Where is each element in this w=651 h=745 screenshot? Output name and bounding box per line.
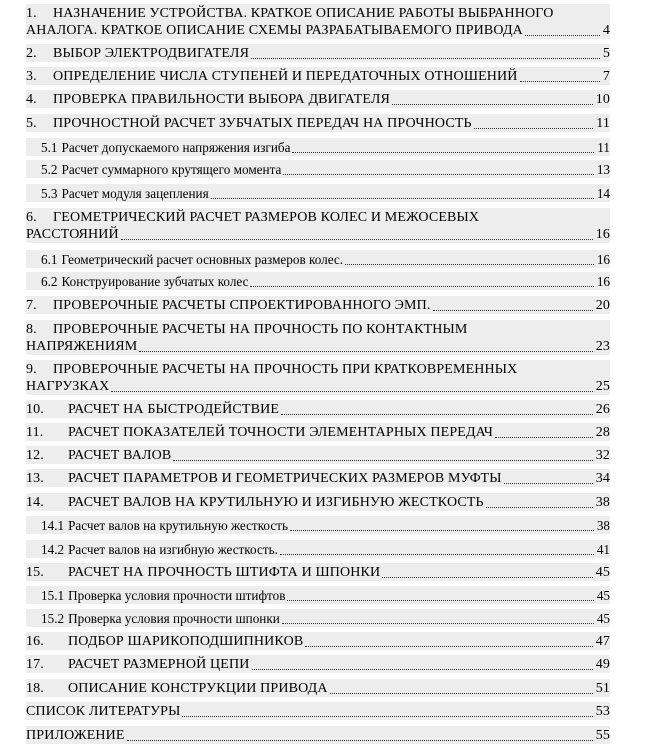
- toc-entry-number: 7.: [26, 298, 37, 313]
- toc-entry-title: РАСЧЕТ НА БЫСТРОДЕЙСТВИЕ: [68, 402, 280, 417]
- toc-entry-title: ВЫБОР ЭЛЕКТРОДВИГАТЕЛЯ: [53, 46, 250, 61]
- dot-leader: [495, 436, 593, 438]
- toc-entry-title: ПРОВЕРОЧНЫЕ РАСЧЕТЫ СПРОЕКТИРОВАННОГО ЭМП.: [53, 298, 431, 313]
- toc-entry-title: НАПРЯЖЕНИЯМ: [26, 339, 138, 354]
- toc-entry[interactable]: [26, 67, 610, 85]
- dot-leader: [127, 739, 593, 741]
- toc-entry-title: АНАЛОГА. КРАТКОЕ ОПИСАНИЕ СХЕМЫ РАЗРАБАТЫВАЕМОГО ПРИВОДА: [26, 23, 523, 38]
- toc-entry-title: Расчет валов на изгибную жесткость.: [68, 542, 278, 557]
- toc-page-number: 14: [596, 186, 610, 201]
- toc-entry[interactable]: [26, 44, 610, 62]
- toc-page-number: 23: [595, 339, 610, 354]
- toc-entry-number: 3.: [26, 69, 37, 84]
- toc-entry[interactable]: [26, 4, 610, 39]
- toc-entry-number: 15.1: [41, 588, 65, 603]
- toc-page-number: 38: [595, 495, 610, 510]
- toc-entry[interactable]: [26, 114, 610, 132]
- toc-page-number: 34: [595, 471, 610, 486]
- toc-entry-title: ПРОВЕРКА ПРАВИЛЬНОСТИ ВЫБОРА ДВИГАТЕЛЯ: [53, 92, 390, 107]
- toc-entry-number: 1.: [26, 6, 37, 21]
- toc-entry[interactable]: [26, 90, 610, 108]
- toc-entry-title: ПРОЧНОСТНОЙ РАСЧЕТ ЗУБЧАТЫХ ПЕРЕДАЧ НА ПРОЧНОСТЬ: [53, 116, 472, 131]
- toc-entry-number: 14.: [26, 495, 44, 510]
- toc-entry[interactable]: [26, 400, 610, 418]
- toc-entry-title: НАГРУЗКАХ: [26, 379, 110, 394]
- dot-leader: [280, 553, 594, 555]
- dot-leader: [292, 151, 594, 153]
- toc-page-number: 16: [596, 252, 610, 267]
- toc-entry-number: 14.2: [41, 542, 65, 557]
- toc-entry-title: РАСЧЕТ ПАРАМЕТРОВ И ГЕОМЕТРИЧЕСКИХ РАЗМЕРОВ МУФТЫ: [68, 471, 502, 486]
- toc-entry-number: 10.: [26, 402, 44, 417]
- toc-entry-title: РАСЧЕТ НА ПРОЧНОСТЬ ШТИФТА И ШПОНКИ: [68, 565, 381, 580]
- toc-entry[interactable]: [26, 446, 610, 464]
- toc-page-number: 4: [602, 23, 610, 38]
- toc-entry[interactable]: [26, 208, 610, 243]
- dot-leader: [486, 506, 593, 508]
- toc-entry-number: 12.: [26, 448, 44, 463]
- dot-leader: [345, 263, 594, 265]
- toc-entry-number: 6.2: [41, 274, 58, 289]
- dot-leader: [251, 57, 600, 59]
- toc-entry-number: 18.: [26, 681, 44, 696]
- toc-page-number: 38: [596, 518, 610, 533]
- toc-entry-title: ПОДБОР ШАРИКОПОДШИПНИКОВ: [68, 634, 304, 649]
- dot-leader: [330, 692, 593, 694]
- toc-page-number: 5: [602, 46, 610, 61]
- toc-entry-title: Расчет допускаемого напряжения изгиба: [61, 140, 291, 155]
- toc-entry-number: 4.: [26, 92, 37, 107]
- toc-entry[interactable]: [26, 138, 610, 156]
- toc-page-number: 45: [595, 565, 610, 580]
- toc-page-number: 45: [596, 611, 610, 626]
- toc-entry[interactable]: [26, 250, 610, 268]
- toc-entry[interactable]: [26, 609, 610, 627]
- toc-entry-title: РАСЧЕТ РАЗМЕРНОЙ ЦЕПИ: [68, 657, 250, 672]
- toc-entry-number: 6.1: [41, 252, 58, 267]
- toc-entry[interactable]: [26, 360, 610, 395]
- toc-entry[interactable]: [26, 655, 610, 673]
- toc-entry[interactable]: [26, 493, 610, 511]
- toc-page-number: 47: [595, 634, 610, 649]
- toc-entry[interactable]: [26, 184, 610, 202]
- toc-entry-title: РАСЧЕТ ВАЛОВ: [68, 448, 172, 463]
- toc-entry-title: ОПИСАНИЕ КОНСТРУКЦИИ ПРИВОДА: [68, 681, 328, 696]
- toc-page-number: 16: [596, 274, 610, 289]
- toc-page-number: 51: [595, 681, 610, 696]
- toc-page-number: 45: [596, 588, 610, 603]
- toc-entry-title: Расчет модуля зацепления: [61, 186, 209, 201]
- toc-entry-number: 5.1: [41, 140, 58, 155]
- toc-entry-number: 13.: [26, 471, 44, 486]
- toc-entry-number: 5.2: [41, 162, 58, 177]
- toc-entry-title: ПРИЛОЖЕНИЕ: [26, 728, 125, 743]
- dot-leader: [250, 285, 593, 287]
- toc-entry-number: 2.: [26, 46, 37, 61]
- toc-entry-title: РАСЧЕТ ВАЛОВ НА КРУТИЛЬНУЮ И ИЗГИБНУЮ ЖЕСТКОСТЬ: [68, 495, 484, 510]
- dot-leader: [525, 34, 600, 36]
- toc-entry-number: 14.1: [41, 518, 65, 533]
- dot-leader: [290, 529, 594, 531]
- toc-entry-title: Проверка условия прочности шпонки: [68, 611, 280, 626]
- toc-page-number: 26: [595, 402, 610, 417]
- toc-page-number: 13: [596, 162, 610, 177]
- dot-leader: [252, 668, 593, 670]
- dot-leader: [382, 576, 592, 578]
- toc-entry-number: 5.3: [41, 186, 58, 201]
- toc-entry-number: 5.: [26, 116, 37, 131]
- toc-entry-number: 15.2: [41, 611, 65, 626]
- dot-leader: [283, 173, 593, 175]
- dot-leader: [281, 413, 593, 415]
- toc-entry[interactable]: [26, 296, 610, 314]
- toc-entry-number: 15.: [26, 565, 44, 580]
- toc-entry[interactable]: [26, 540, 610, 558]
- toc-entry[interactable]: [26, 160, 610, 178]
- dot-leader: [392, 103, 593, 105]
- dot-leader: [504, 482, 593, 484]
- toc-entry-title: Геометрический расчет основных размеров колес.: [61, 252, 344, 267]
- toc-entry-number: 9.: [26, 362, 37, 377]
- toc-entry[interactable]: [26, 726, 610, 744]
- toc-entry[interactable]: [26, 423, 610, 441]
- toc-entry-title: НАЗНАЧЕНИЕ УСТРОЙСТВА. КРАТКОЕ ОПИСАНИЕ РАБОТЫ ВЫБРАННОГО: [53, 6, 554, 21]
- toc-entry-title: Проверка условия прочности штифтов: [68, 588, 286, 603]
- toc-entry[interactable]: [26, 679, 610, 697]
- toc-page-number: 11: [596, 116, 610, 131]
- toc-entry-title: Конструирование зубчатых колес: [61, 274, 249, 289]
- dot-leader: [139, 350, 592, 352]
- toc-entry-title: ОПРЕДЕЛЕНИЕ ЧИСЛА СТУПЕНЕЙ И ПЕРЕДАТОЧНЫХ ОТНОШЕНИЙ: [53, 69, 518, 84]
- dot-leader: [305, 645, 592, 647]
- toc-page-number: 20: [595, 298, 610, 313]
- toc-page-number: 16: [595, 227, 610, 242]
- dot-leader: [520, 80, 600, 82]
- toc-entry[interactable]: [26, 632, 610, 650]
- toc-entry-title: Расчет суммарного крутящего момента: [61, 162, 282, 177]
- dot-leader: [282, 622, 594, 624]
- toc-entry[interactable]: [26, 320, 610, 355]
- dot-leader: [173, 459, 592, 461]
- toc-entry-title: ПРОВЕРОЧНЫЕ РАСЧЕТЫ НА ПРОЧНОСТЬ ПО КОНТАКТНЫМ: [53, 322, 468, 337]
- toc-entry-number: 17.: [26, 657, 44, 672]
- toc-entry-title: Расчет валов на крутильную жесткость: [68, 518, 288, 533]
- toc-page-number: 7: [602, 69, 610, 84]
- toc-page-number: 53: [595, 704, 610, 719]
- toc-entry[interactable]: [26, 702, 610, 720]
- toc-page-number: 49: [595, 657, 610, 672]
- toc-entry[interactable]: [26, 563, 610, 581]
- toc-entry-number: 6.: [26, 210, 37, 225]
- dot-leader: [182, 715, 592, 717]
- toc-entry-title: РАСЧЕТ ПОКАЗАТЕЛЕЙ ТОЧНОСТИ ЭЛЕМЕНТАРНЫХ ПЕРЕДАЧ: [68, 425, 494, 440]
- toc-page-number: 55: [595, 728, 610, 743]
- toc-page-number: 28: [595, 425, 610, 440]
- toc-entry[interactable]: [26, 516, 610, 534]
- toc-entry[interactable]: [26, 272, 610, 290]
- dot-leader: [474, 127, 594, 129]
- toc-entry-title: ПРОВЕРОЧНЫЕ РАСЧЕТЫ НА ПРОЧНОСТЬ ПРИ КРАТКОВРЕМЕННЫХ: [53, 362, 518, 377]
- toc-page-number: 10: [595, 92, 610, 107]
- toc-entry-title: РАССТОЯНИЙ: [26, 227, 119, 242]
- toc-entry-number: 8.: [26, 322, 37, 337]
- toc-entry[interactable]: [26, 586, 610, 604]
- dot-leader: [287, 599, 593, 601]
- toc-page-number: 41: [596, 542, 610, 557]
- toc-entry-title: СПИСОК ЛИТЕРАТУРЫ: [26, 704, 181, 719]
- toc-entry[interactable]: [26, 469, 610, 487]
- toc-entry-number: 16.: [26, 634, 44, 649]
- toc-page-number: 25: [595, 379, 610, 394]
- dot-leader: [121, 238, 593, 240]
- toc-page-number: 11: [597, 140, 610, 155]
- toc-entry-title: ГЕОМЕТРИЧЕСКИЙ РАСЧЕТ РАЗМЕРОВ КОЛЕС И МЕЖОСЕВЫХ: [53, 210, 480, 225]
- toc-page-number: 32: [595, 448, 610, 463]
- toc-entry-number: 11.: [26, 425, 44, 440]
- dot-leader: [433, 309, 593, 311]
- dot-leader: [111, 390, 592, 392]
- dot-leader: [211, 197, 594, 199]
